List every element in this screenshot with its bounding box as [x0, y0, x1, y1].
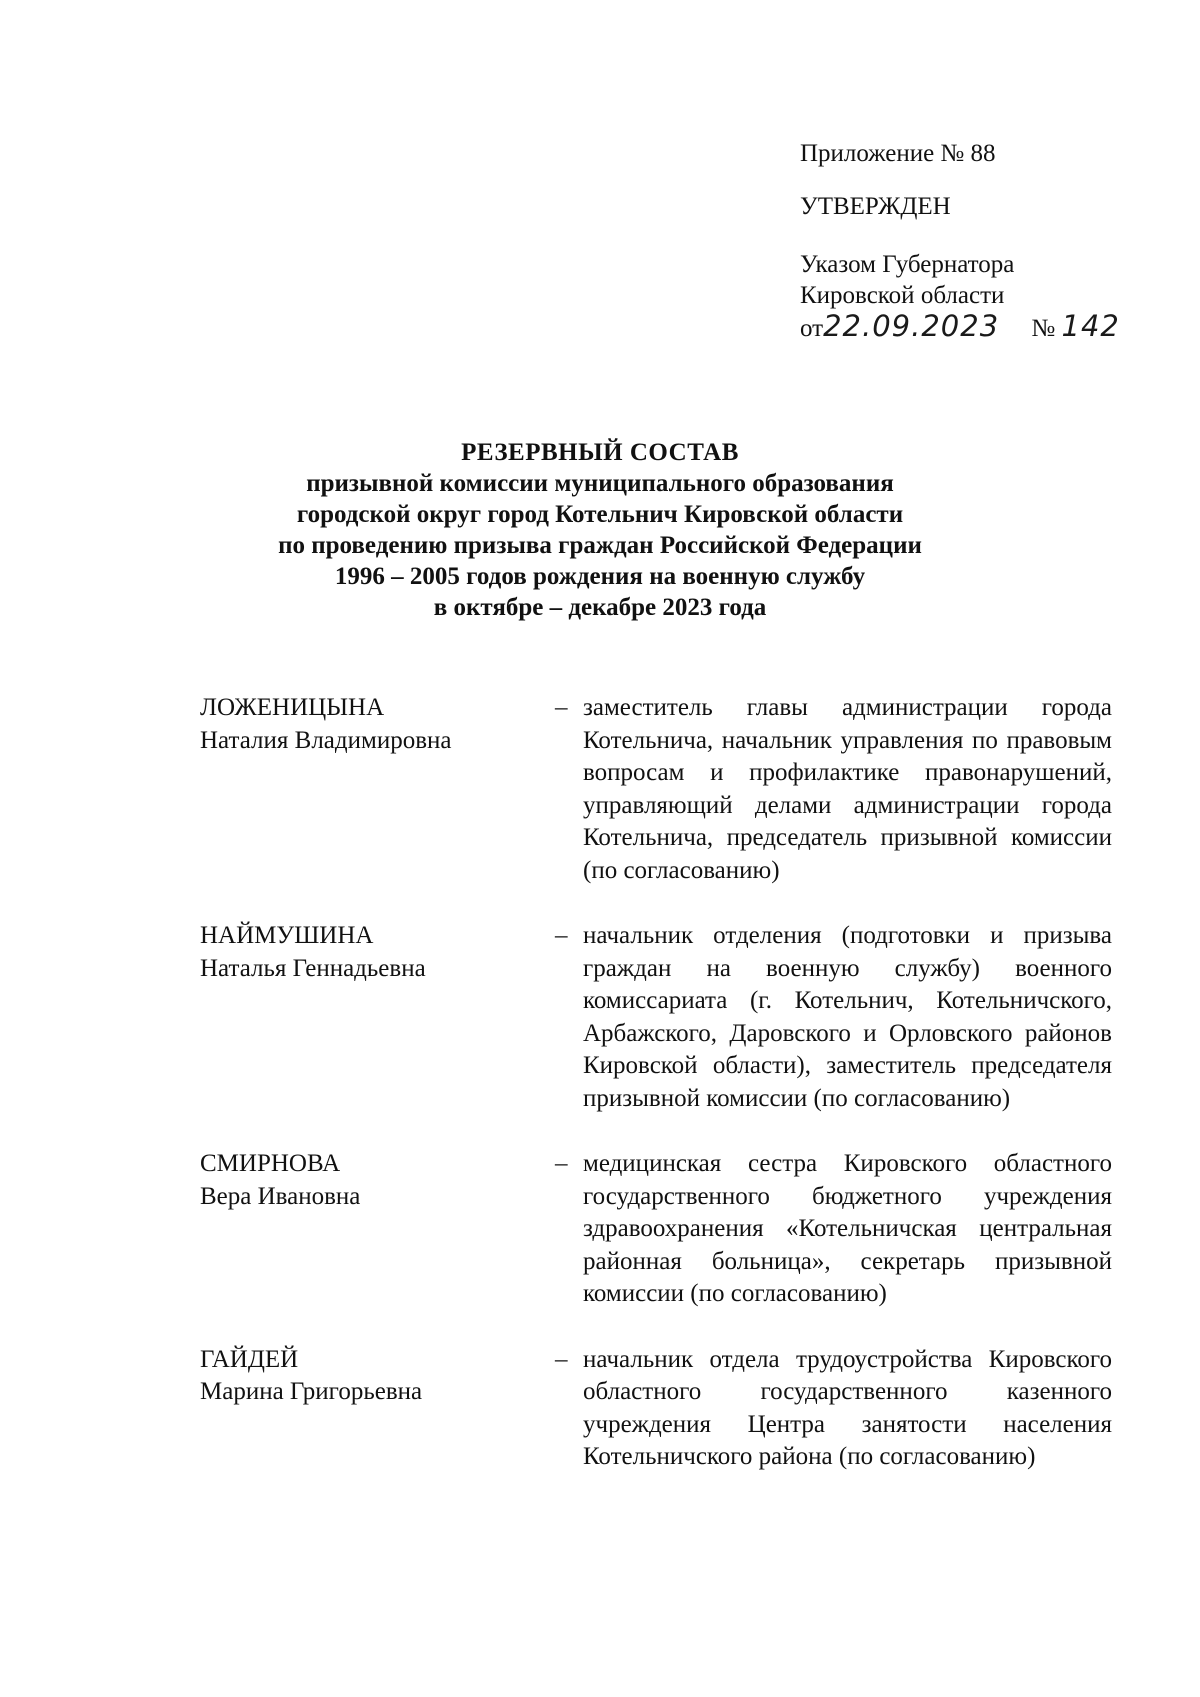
- member-surname: НАЙМУШИНА: [200, 922, 374, 949]
- member-given-names: Наталья Геннадьевна: [200, 954, 426, 982]
- member-entry: [200, 1148, 1112, 1311]
- member-name: [200, 1344, 540, 1409]
- document-title: [180, 437, 1020, 623]
- member-given-names: Наталия Владимировна: [200, 726, 452, 754]
- member-given-names: Марина Григорьевна: [200, 1378, 423, 1405]
- member-given-names: Вера Ивановна: [200, 1182, 361, 1210]
- member-surname: ЛОЖЕНИЦЫНА: [200, 694, 385, 721]
- dash-separator: –: [555, 922, 568, 949]
- member-surname: ГАЙДЕЙ: [200, 1345, 299, 1373]
- decree-line-1: Указом Губернатора: [800, 251, 1015, 278]
- approved-label: УТВЕРЖДЕН: [800, 193, 951, 220]
- date-prefix: от: [800, 315, 824, 342]
- appendix-number: Приложение № 88: [800, 140, 996, 167]
- dash-separator: –: [555, 694, 568, 721]
- member-entry: [200, 920, 1112, 1115]
- title-line: 1996 – 2005 годов рождения на военную службу: [334, 563, 866, 590]
- member-name: [200, 692, 540, 757]
- approval-block: [800, 138, 1160, 344]
- member-role: начальник отделения (подготовки и призыва граждан на военную службу) военного комиссариата (г. Котельнич, Котельничского, Арбажского, Даровского и Орловского районов Кировской области), заместитель председателя призывной комиссии (по согласованию): [583, 922, 1112, 1112]
- member-role: заместитель главы администрации города Котельнича, начальник управления по правовым вопросам и профилактике правонарушений, управляющий делами администрации города Котельнича, председатель призывной комиссии (по согласованию): [583, 694, 1112, 884]
- member-name: [200, 1148, 540, 1213]
- handwritten-date: 22.09.2023: [823, 309, 1000, 343]
- decree-date-number: [800, 311, 1160, 344]
- title-line: городской округ город Котельнич Кировской области: [296, 501, 904, 528]
- decree-line-2: Кировской области: [800, 282, 1005, 309]
- title-main: РЕЗЕРВНЫЙ СОСТАВ: [461, 439, 739, 466]
- member-surname: СМИРНОВА: [200, 1150, 341, 1177]
- member-role: медицинская сестра Кировского областного государственного бюджетного учреждения здравоохранения «Котельничская центральная районная больница», секретарь призывной комиссии (по согласованию): [583, 1150, 1112, 1307]
- member-role: начальник отдела трудоустройства Кировского областного государственного казенного учреждения Центра занятости населения Котельничского района (по согласованию): [583, 1345, 1112, 1470]
- member-name: [200, 920, 540, 985]
- title-line: в октябре – декабре 2023 года: [433, 594, 767, 621]
- title-line: по проведению призыва граждан Российской Федерации: [278, 532, 922, 559]
- member-entry: [200, 1344, 1112, 1474]
- dash-separator: –: [555, 1345, 568, 1373]
- dash-separator: –: [555, 1150, 568, 1177]
- number-prefix: №: [1031, 315, 1056, 342]
- handwritten-number: 142: [1061, 309, 1120, 343]
- member-entry: [200, 692, 1112, 887]
- title-line: призывной комиссии муниципального образования: [306, 470, 894, 497]
- member-list: [200, 692, 1112, 1474]
